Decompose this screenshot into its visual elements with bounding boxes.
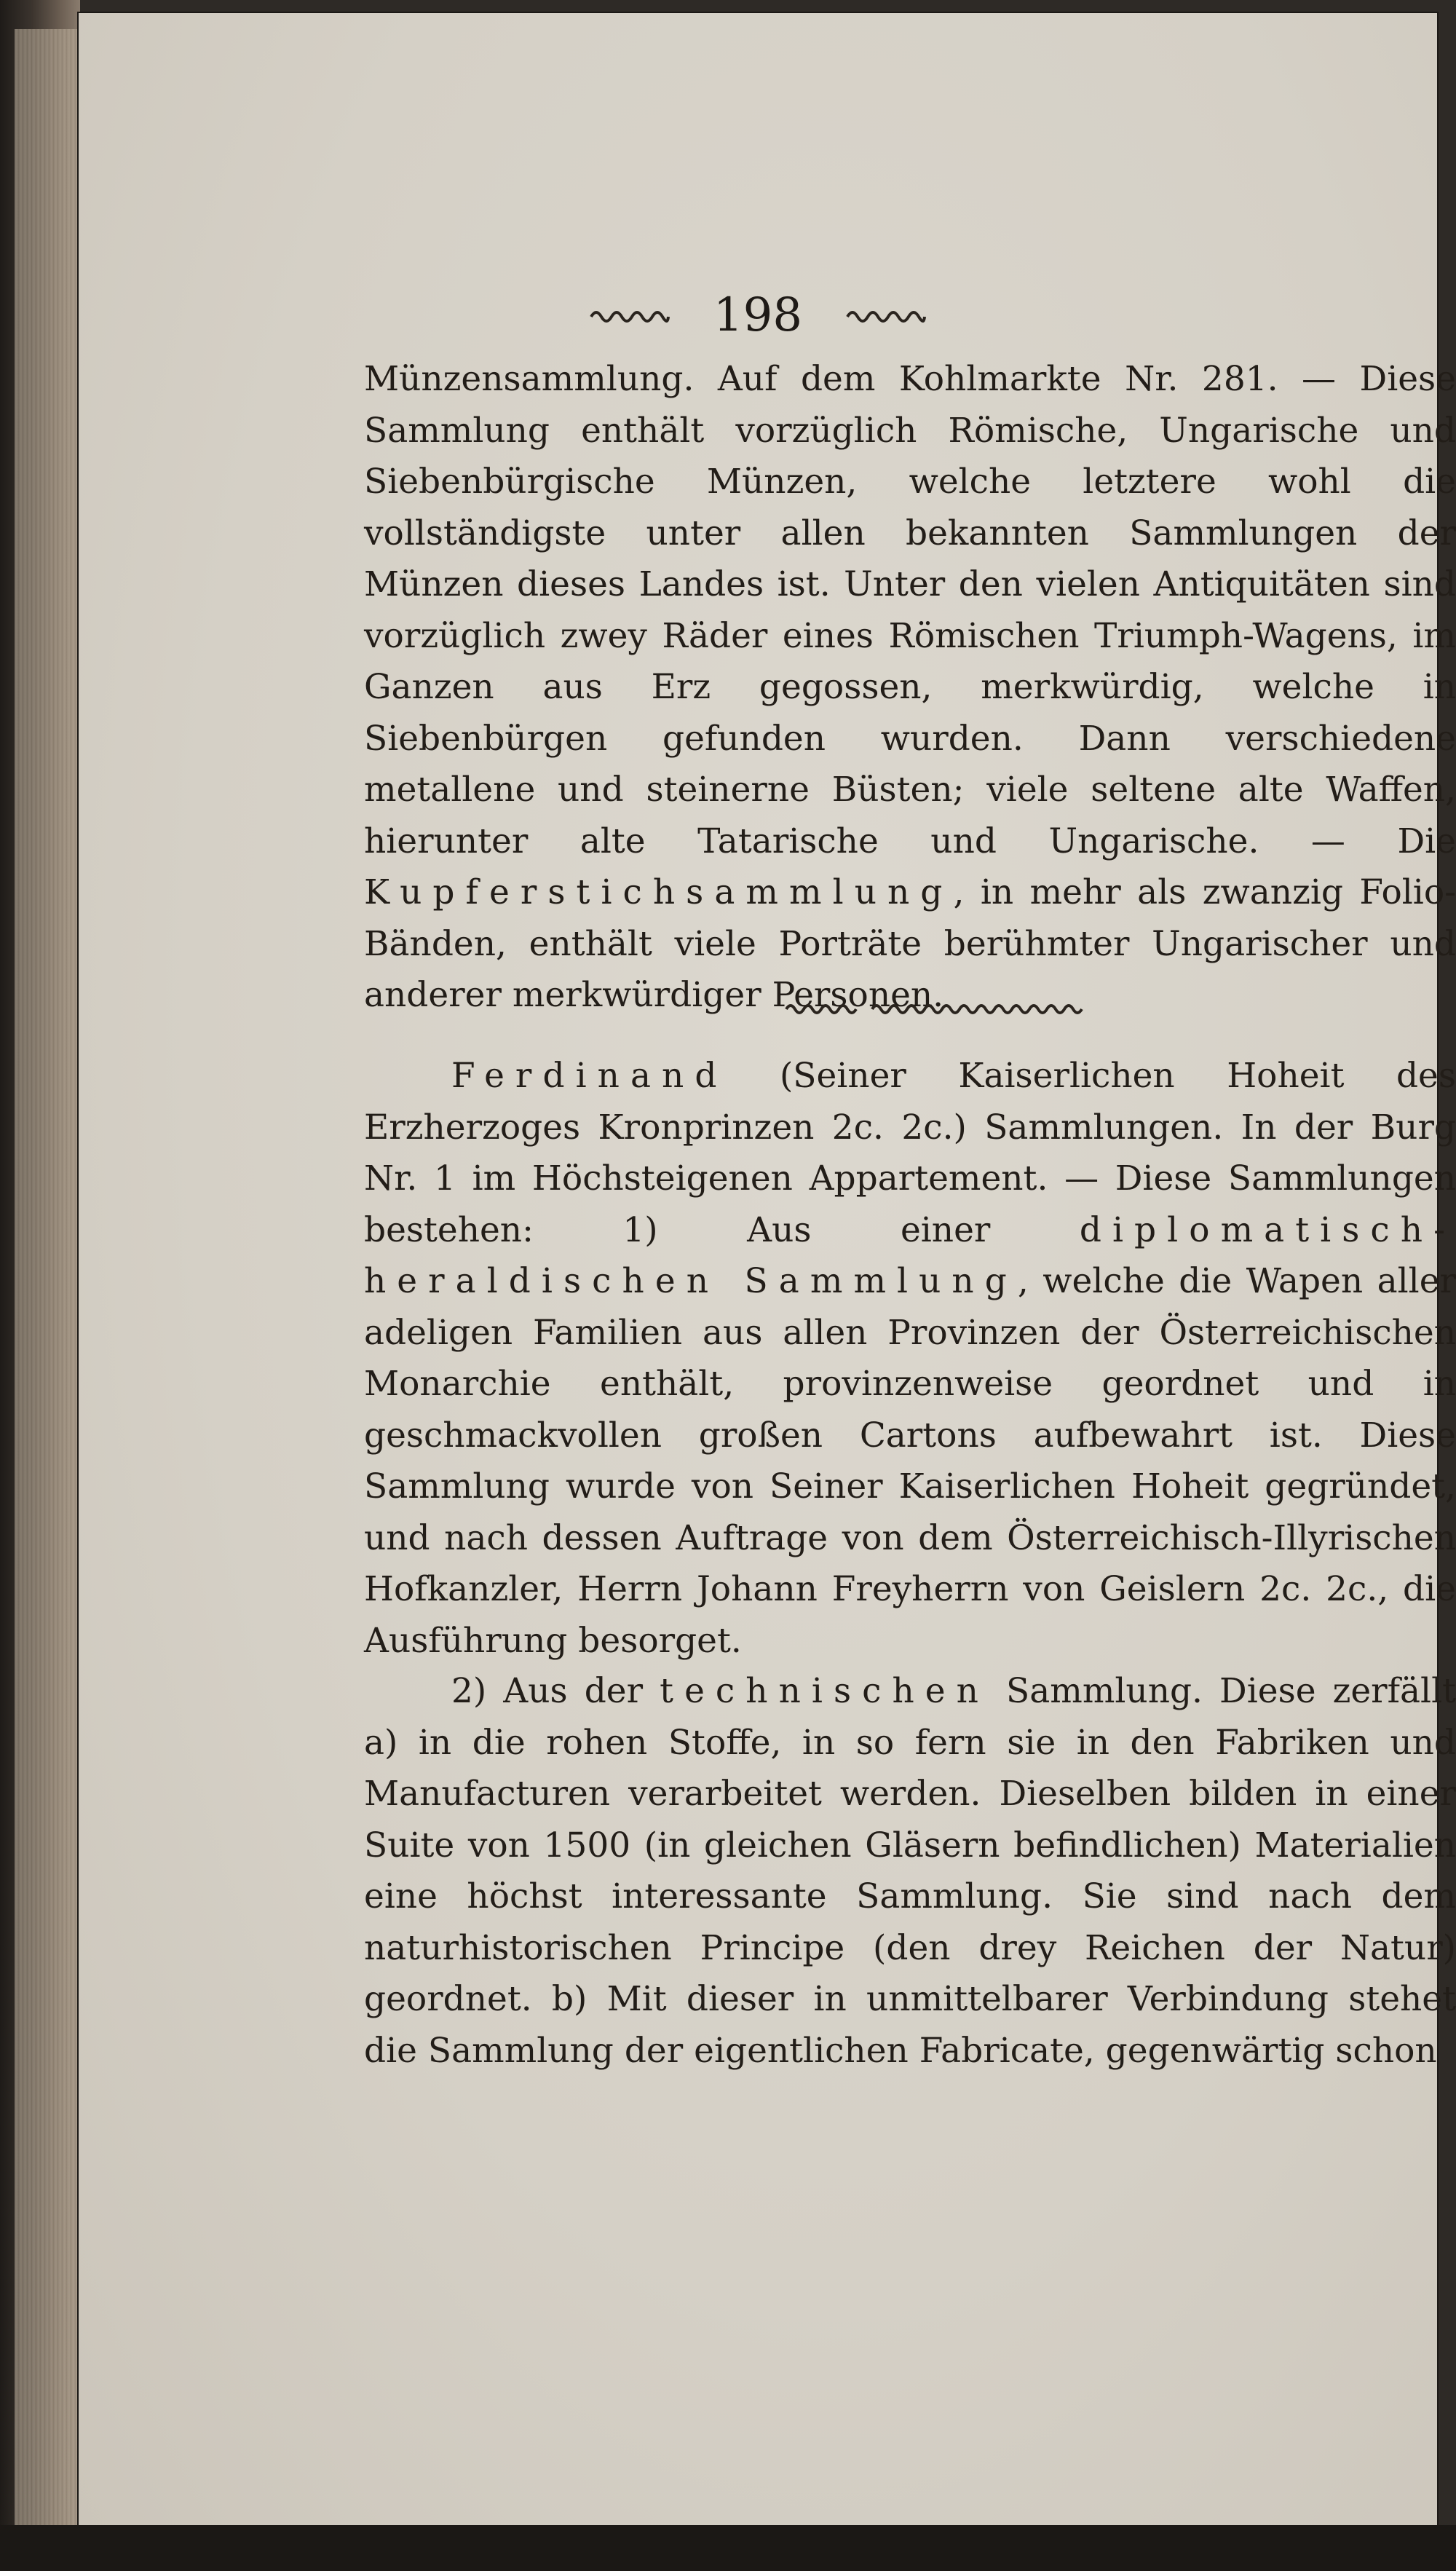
page-header bbox=[79, 283, 1437, 348]
scan-background bbox=[0, 2525, 1456, 2571]
spaced-term-technischen: technischen bbox=[660, 1671, 989, 1711]
page-number: 198 bbox=[713, 288, 803, 342]
book-page bbox=[79, 13, 1456, 2525]
spaced-term-ferdinand: Ferdinand bbox=[451, 1056, 728, 1096]
paragraph-1 bbox=[364, 354, 1456, 1022]
paragraph-1-text-end: , in mehr als zwanzig Folio-Bänden, enthält viele Porträte berühmter Ungarischer und anderer merkwürdiger Personen. bbox=[364, 872, 1456, 1015]
spaced-term-diplomatisch-heraldischen: diplomatisch-heraldischen Sammlung bbox=[364, 1209, 1456, 1301]
page-edges bbox=[15, 29, 80, 2534]
paragraph-3-text: 2) Aus der bbox=[451, 1671, 660, 1711]
paragraph-1-text: Münzensammlung. Auf dem Kohlmarkte Nr. 281. — Diese Sammlung enthält vorzüglich Römische, Ungarische und Siebenbürgische Münzen, welche letztere wohl die vollständigste unter allen bekannten Sammlungen der Münzen dieses Landes ist. Unter den vielen Antiquitäten sind vorzüglich zwey Räder eines Römischen Triumph-Wagens, im Ganzen aus Erz gegossen, merkwürdig, welche in Siebenbürgen gefunden wurden. Dann verschiedene metallene und steinerne Büsten; viele seltene alte Waffen, hierunter alte Tatarische und Ungarische. — Die bbox=[364, 359, 1456, 861]
header-ornament-left bbox=[590, 307, 670, 324]
paragraph-2-text-end: , welche die Wapen aller adeligen Familien aus allen Provinzen der Österreichischen Monarchie enthält, provinzenweise geordnet und in geschmackvollen großen Cartons aufbewahrt ist. Diese Sammlung wurde von Seiner Kaiserlichen Hoheit gegründet, und nach dessen Auftrage von dem Österreichisch-Illyrischen Hofkanzler, Herrn Johann Freyherrn von Geislern 2c. 2c., die Ausführung besorget. bbox=[364, 1261, 1456, 1661]
paragraph-3-text-end: Sammlung. Diese zerfällt a) in die rohen Stoffe, in so fern sie in den Fabriken und Manufacturen verarbeitet werden. Dieselben bilden in einer Suite von 1500 (in gleichen Gläsern befindlichen) Materialien eine höchst interessante Sammlung. Sie sind nach dem naturhistorischen Principe (den drey Reichen der Natur) geordnet. b) Mit dieser in unmittelbarer Verbindung stehet die Sammlung der eigentlichen Fabricate, gegenwärtig schon bbox=[364, 1671, 1456, 2071]
book-spine bbox=[0, 0, 80, 2571]
paragraph-3 bbox=[364, 1666, 1456, 2077]
header-ornament-right bbox=[846, 307, 926, 324]
spaced-term-kupferstichsammlung: Kupferstichsammlung bbox=[364, 872, 954, 912]
section-divider-ornament bbox=[785, 998, 1091, 1018]
paragraph-2 bbox=[364, 1051, 1456, 1667]
paragraph-2-text: (Seiner Kaiserlichen Hoheit des Erzherzoges Kronprinzen 2c. 2c.) Sammlungen. In der Burg Nr. 1 im Höchsteigenen Appartement. — Diese Sammlungen bestehen: 1) Aus einer bbox=[364, 1056, 1456, 1250]
